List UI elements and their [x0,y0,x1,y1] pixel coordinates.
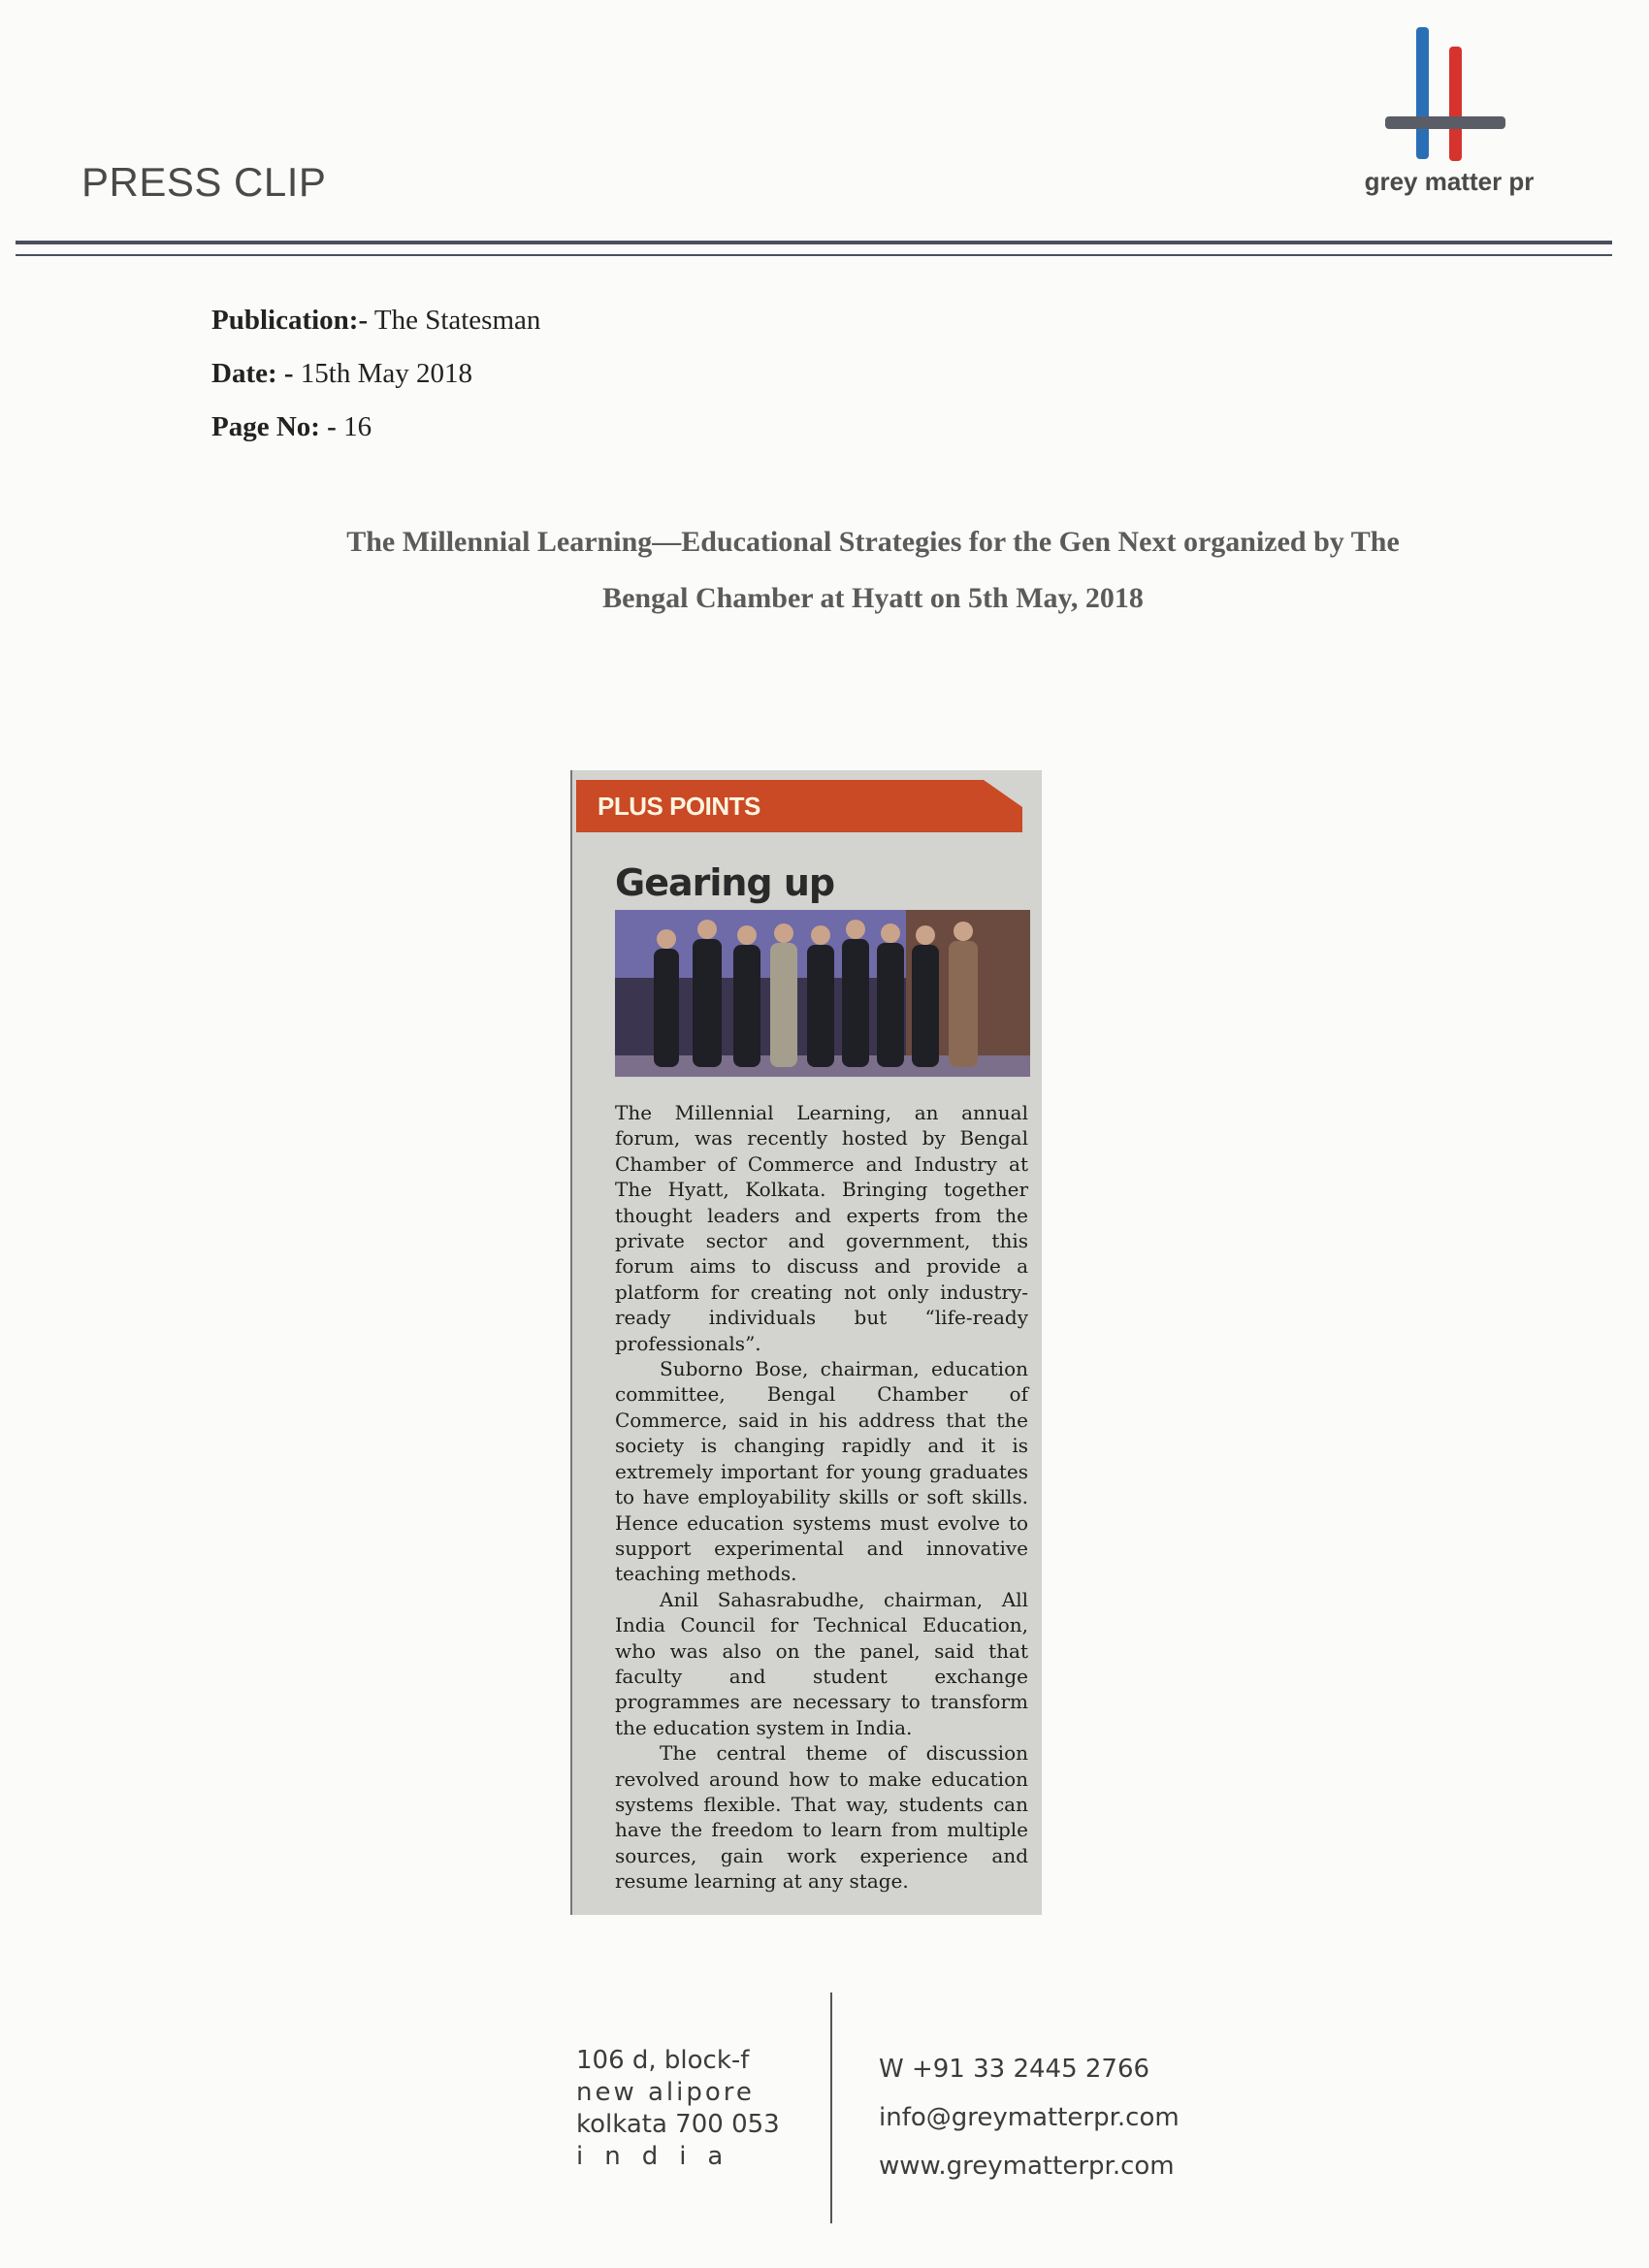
banner-notch [984,780,1022,807]
section-label: PLUS POINTS [598,792,760,821]
article-paragraph: Suborno Bose, chairman, education committee, Bengal Chamber of Commerce, said in his address that the society is changing rapidly and it is extremely important for young graduates to have employability skills or soft skills. Hence education systems must evolve to support experimental and innovative teaching methods. [615,1357,1028,1586]
publication-label: Publication:- [211,305,369,336]
date-line [211,358,472,390]
address-line: kolkata 700 053 [576,2110,780,2139]
article-body [615,1100,1028,1895]
headline-line-1: The Millennial Learning—Educational Strategies for the Gen Next organized by The [346,526,1400,558]
footer-email[interactable]: info@greymatterpr.com [879,2103,1180,2132]
headline-line-2: Bengal Chamber at Hyatt on 5th May, 2018 [602,582,1144,614]
address-line: 106 d, block-f [576,2046,750,2075]
address-line: india [576,2142,745,2171]
newspaper-clipping [570,770,1042,1915]
publication-line [211,305,540,337]
footer-address [576,2045,780,2173]
article-paragraph: The Millennial Learning, an annual forum, was recently hosted by Bengal Chamber of Commerce and Industry at The Hyatt, Kolkata. Bringing together thought leaders and experts from the private sector and government, this forum aims to discuss and provide a platform for creating not only industry-ready individuals but “life-ready professionals”. [615,1101,1028,1355]
footer-phone: W +91 33 2445 2766 [879,2055,1150,2084]
page-number-line [211,411,372,443]
page-title: PRESS CLIP [81,159,327,205]
date-value: 15th May 2018 [300,358,473,389]
clip-headline-caption [155,514,1591,627]
article-paragraph: The central theme of discussion revolved around how to make education systems flexible. That way, students can have the freedom to learn from multiple sources, gain work experience and resume learning at any stage. [615,1741,1028,1894]
brand-logo-mark-icon [1385,21,1511,167]
header-rule [16,241,1612,244]
brand-name: grey matter pr [1364,167,1535,196]
date-label: Date: - [211,358,294,389]
article-title: Gearing up [615,861,835,904]
header-rule-thin [16,254,1612,256]
footer-divider [830,1993,832,2223]
page-value: 16 [343,411,372,442]
footer-website[interactable]: www.greymatterpr.com [879,2152,1175,2181]
article-paragraph: Anil Sahasrabudhe, chairman, All India Council for Technical Education, who was also on the panel, said that faculty and student exchange programmes are necessary to transform the education system in India. [615,1587,1028,1739]
event-group-photo [615,910,1030,1077]
footer-contact [879,2045,1180,2190]
address-line: new alipore [576,2078,755,2107]
page-label: Page No: - [211,411,337,442]
section-banner [576,780,1022,832]
brand-logo [1354,21,1544,206]
publication-value: The Statesman [373,305,541,336]
